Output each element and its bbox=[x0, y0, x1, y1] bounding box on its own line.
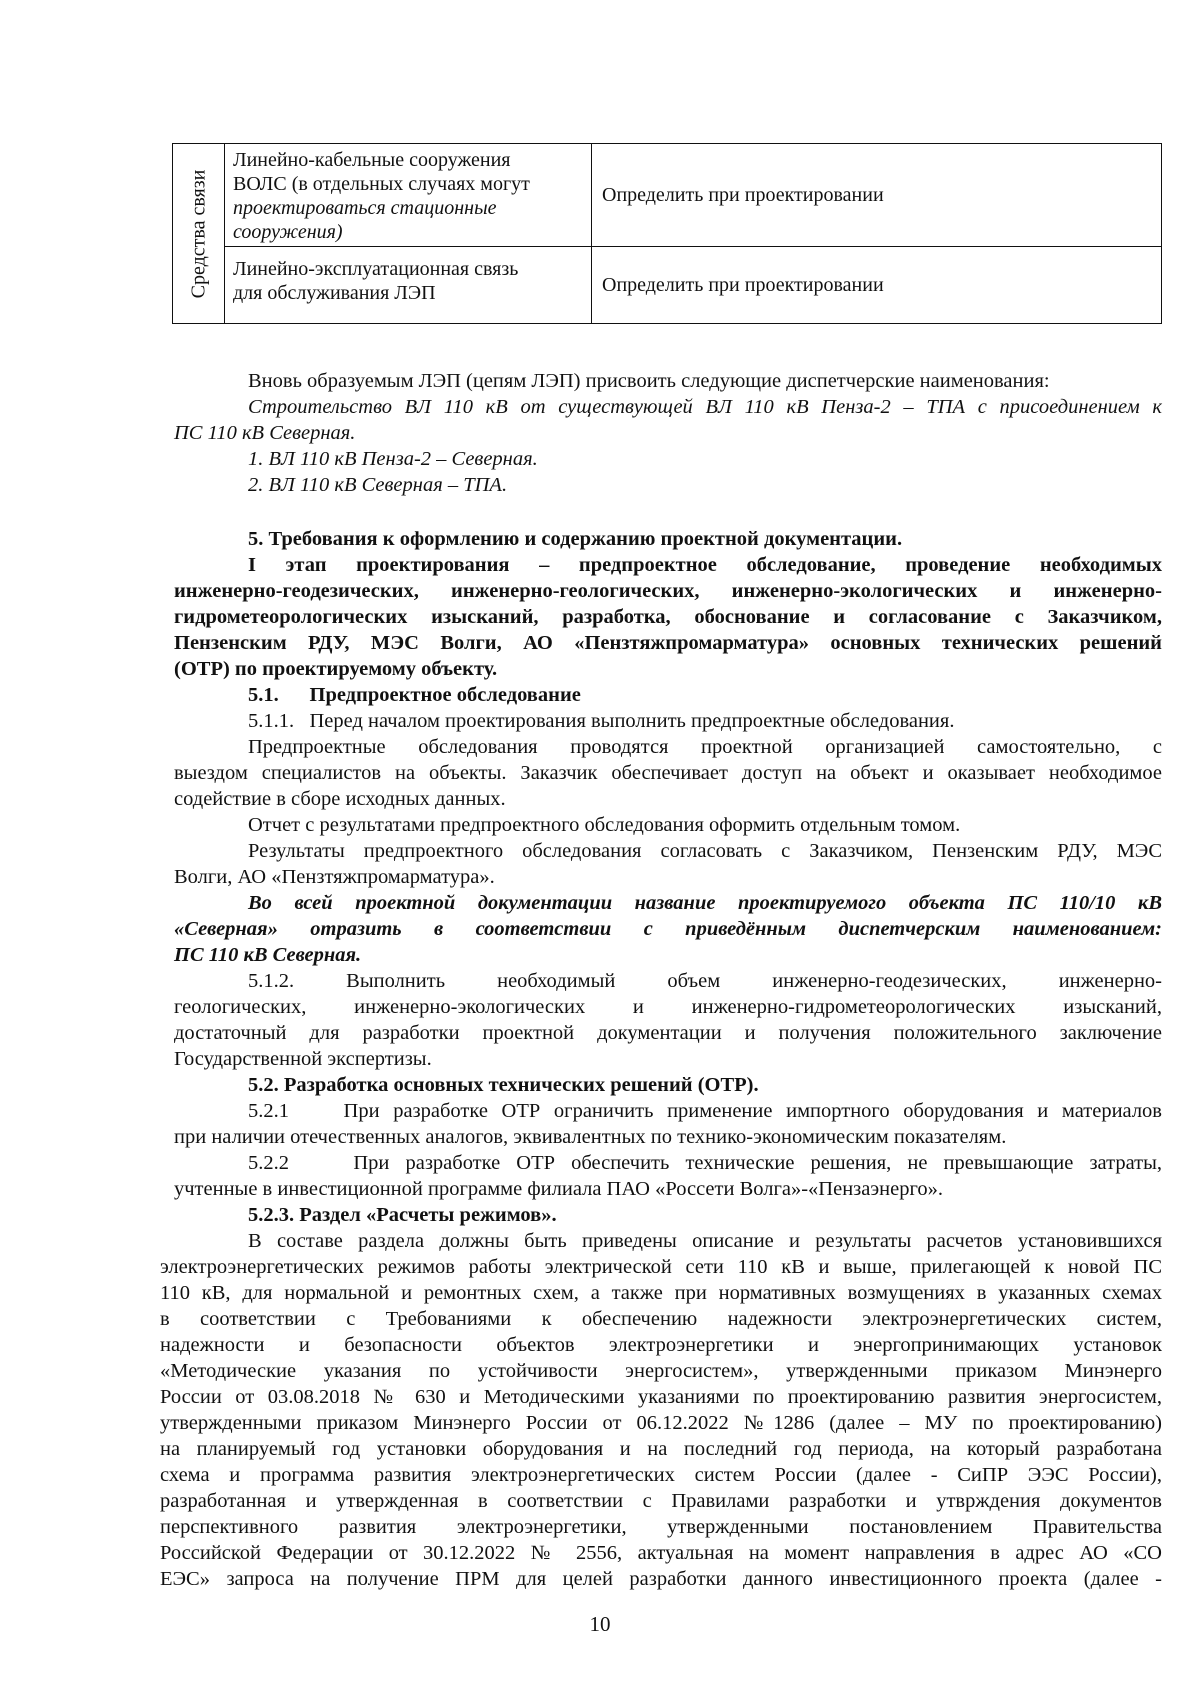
table-row-label bbox=[225, 247, 592, 323]
row1-line1 bbox=[233, 148, 583, 172]
intro-line-4: 1. ВЛ 110 кВ Пенза-2 – Северная. bbox=[248, 448, 538, 470]
communications-table bbox=[172, 143, 1162, 324]
table-row-label bbox=[225, 144, 592, 246]
intro-line-1: Вновь образуемым ЛЭП (цепям ЛЭП) присвоить следующие диспетчерские наименования: bbox=[248, 370, 1050, 392]
row2-line2: для обслуживания ЛЭП bbox=[233, 282, 436, 304]
s521-line-2: при наличии отечественных аналогов, эквивалентных по технико-экономическим показателям. bbox=[174, 1126, 1007, 1148]
s523-line-4: в соответствии с Требованиями к обеспечению надежности электроэнергетических систем, bbox=[160, 1308, 1162, 1330]
s523-line-1: В составе раздела должны быть приведены описание и результаты расчетов установившихся bbox=[248, 1230, 1162, 1252]
section-5-1-title: 5.1. Предпроектное обследование bbox=[248, 684, 581, 706]
stage-line-1: I этап проектирования – предпроектное обследование, проведение необходимых bbox=[248, 554, 1162, 576]
s512-line-3: достаточный для разработки проектной документации и получения положительного заключение bbox=[174, 1022, 1162, 1044]
section-5-2-3-title: 5.2.3. Раздел «Расчеты режимов». bbox=[248, 1204, 557, 1226]
section-5-1-1: 5.1.1. Перед началом проектирования выполнить предпроектные обследования. bbox=[248, 710, 955, 732]
table-row bbox=[225, 247, 1161, 323]
row2-line1: Линейно-эксплуатационная связь bbox=[233, 258, 519, 280]
s523-line-12: перспективного развития электроэнергетики, утвержденными постановлением Правительства bbox=[160, 1516, 1162, 1538]
p3-line-1: Результаты предпроектного обследования согласовать с Заказчиком, Пензенским РДУ, МЭС bbox=[248, 840, 1162, 862]
table-row-value: Определить при проектировании bbox=[602, 183, 884, 206]
row1-line2 bbox=[233, 172, 583, 196]
s522-line-2: учтенные в инвестиционной программе филиала ПАО «Россети Волга»-«Пензаэнерго». bbox=[174, 1178, 944, 1200]
p4-line-3: ПС 110 кВ Северная. bbox=[174, 944, 362, 966]
row1-line2-text: ВОЛС (в отдельных случаях могут bbox=[233, 173, 530, 195]
row1-line4 bbox=[233, 220, 583, 244]
stage-line-3: гидрометеорологических изысканий, разработка, обоснование и согласование с Заказчиком, bbox=[174, 606, 1162, 628]
s523-line-14: ЕЭС» запроса на получение ПРМ для целей разработки данного инвестиционного проекта (далее - bbox=[160, 1568, 1162, 1590]
s512-line-1: 5.1.2. Выполнить необходимый объем инженерно-геодезических, инженерно- bbox=[248, 970, 1162, 992]
section-5-title: 5. Требования к оформлению и содержанию проектной документации. bbox=[248, 528, 903, 550]
row1-line4-text: сооружения) bbox=[233, 221, 343, 243]
s523-line-8: утвержденными приказом Минэнерго России от 06.12.2022 №1286 (далее – МУ по проектированию) bbox=[160, 1412, 1162, 1434]
p3-line-2: Волги, АО «Пензтяжпромарматура». bbox=[174, 866, 495, 888]
s523-line-10: схема и программа развития электроэнергетических систем России (далее - СиПР ЭЭС России), bbox=[160, 1464, 1162, 1486]
row1-line3-text: проектироваться стационные bbox=[233, 197, 497, 219]
s521-line-1: 5.2.1 При разработке ОТР ограничить применение импортного оборудования и материалов bbox=[248, 1100, 1162, 1122]
table-row-value: Определить при проектировании bbox=[602, 273, 884, 296]
section-5-2-title: 5.2. Разработка основных технических решений (ОТР). bbox=[248, 1074, 759, 1096]
table-row bbox=[225, 144, 1161, 247]
stage-line-5: (ОТР) по проектируемому объекту. bbox=[174, 658, 498, 680]
s523-line-11: разработанная и утвержденная в соответствии с Правилами разработки и утврждения документов bbox=[160, 1490, 1162, 1512]
s523-line-13: Российской Федерации от 30.12.2022 № 2556, актуальная на момент направления в адрес АО «СО bbox=[160, 1542, 1162, 1564]
s512-line-2: геологических, инженерно-экологических и инженерно-гидрометеорологических изысканий, bbox=[174, 996, 1162, 1018]
p1-line-1: Предпроектные обследования проводятся проектной организацией самостоятельно, с bbox=[248, 736, 1162, 758]
s523-line-3: 110 кВ, для нормальной и ремонтных схем, а также при нормативных возмущениях в указанных схемах bbox=[160, 1282, 1162, 1304]
p1-line-2: выездом специалистов на объекты. Заказчик обеспечивает доступ на объект и оказывает необходимое bbox=[174, 762, 1162, 784]
s523-line-5: надежности и безопасности объектов электроэнергетики и энергопринимающих установок bbox=[160, 1334, 1162, 1356]
page-number: 10 bbox=[589, 1612, 611, 1636]
p2-line: Отчет с результатами предпроектного обследования оформить отдельным томом. bbox=[248, 814, 961, 836]
p4-line-1: Во всей проектной документации название проектируемого объекта ПС 110/10 кВ bbox=[248, 892, 1162, 914]
s523-line-6: «Методические указания по устойчивости энергосистем», утвержденными приказом Минэнерго bbox=[160, 1360, 1162, 1382]
s512-line-4: Государственной экспертизы. bbox=[174, 1048, 432, 1070]
s523-line-7: России от 03.08.2018 № 630 и Методическими указаниями по проектированию развития энергосистем, bbox=[160, 1386, 1162, 1408]
s522-line-1: 5.2.2 При разработке ОТР обеспечить технические решения, не превышающие затраты, bbox=[248, 1152, 1162, 1174]
table-vertical-header-cell bbox=[173, 144, 225, 323]
row1-line3 bbox=[233, 196, 583, 220]
table-vertical-header: Средства связи bbox=[187, 169, 210, 299]
intro-line-3: ПС 110 кВ Северная. bbox=[174, 422, 356, 444]
row1-line1-text: Линейно-кабельные сооружения bbox=[233, 149, 511, 171]
stage-line-2: инженерно-геодезических, инженерно-геологических, инженерно-экологических и инженерно- bbox=[174, 580, 1162, 602]
s523-line-9: на планируемый год установки оборудования и на последний год периода, на который разработана bbox=[160, 1438, 1162, 1460]
intro-line-5: 2. ВЛ 110 кВ Северная – ТПА. bbox=[248, 474, 508, 496]
intro-line-2: Строительство ВЛ 110 кВ от существующей ВЛ 110 кВ Пенза-2 – ТПА с присоединением к bbox=[248, 396, 1162, 418]
stage-line-4: Пензенским РДУ, МЭС Волги, АО «Пензтяжпромарматура» основных технических решений bbox=[174, 632, 1162, 654]
s523-line-2: электроэнергетических режимов работы электрической сети 110 кВ и выше, прилегающей к новой ПС bbox=[160, 1256, 1162, 1278]
p4-line-2: «Северная» отразить в соответствии с приведённым диспетчерским наименованием: bbox=[174, 918, 1162, 940]
p1-line-3: содействие в сборе исходных данных. bbox=[174, 788, 506, 810]
